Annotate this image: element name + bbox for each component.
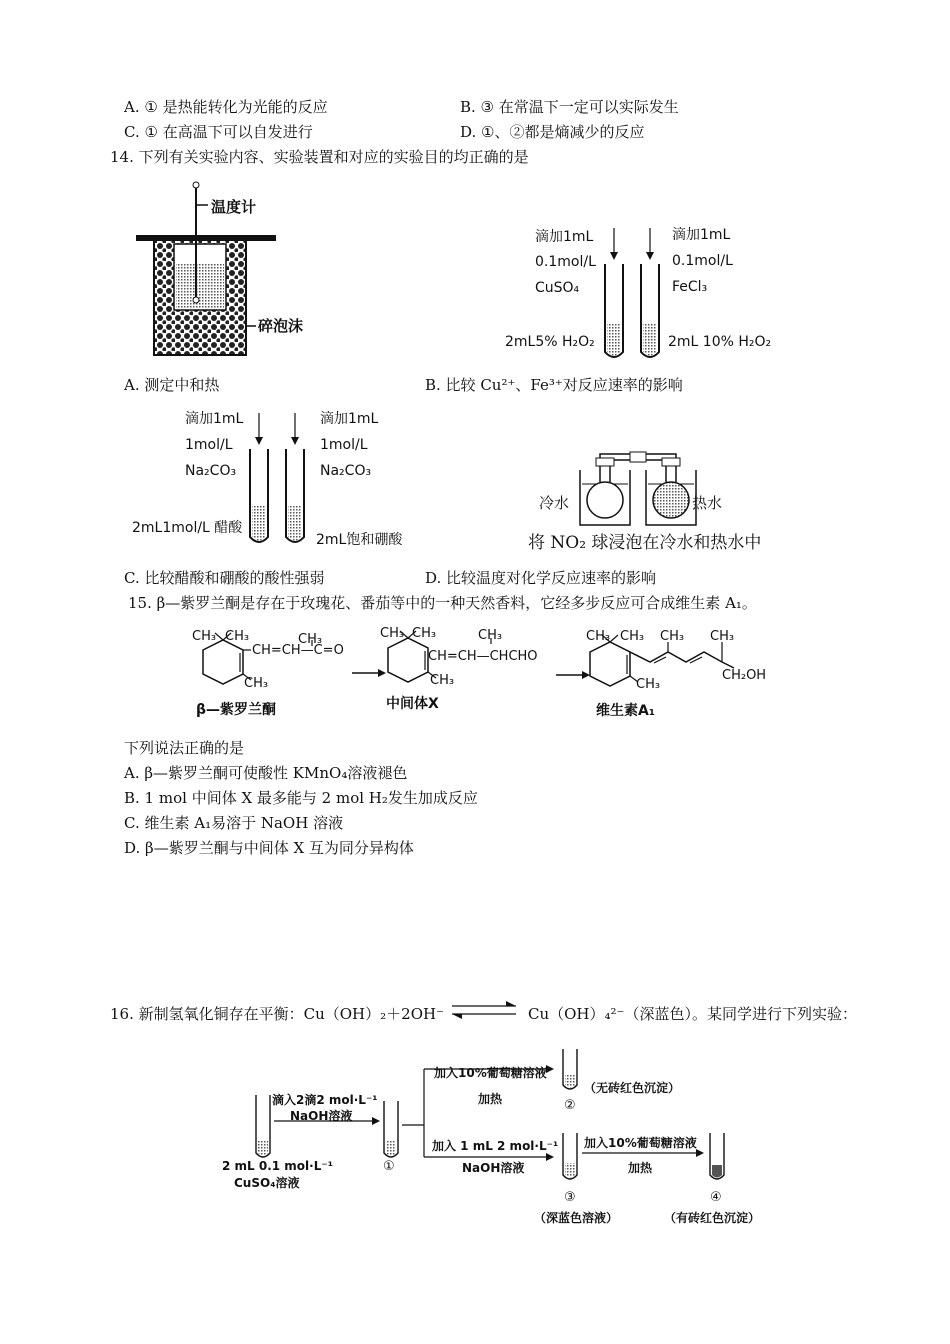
q13-option-b: B. ③ 在常温下一定可以实际发生 bbox=[460, 98, 679, 116]
step4-label-bottom: 加热 bbox=[628, 1161, 653, 1175]
struct2-chain: CH=CH—CHCHO bbox=[428, 649, 538, 664]
q14-option-a: A. 测定中和热 bbox=[124, 376, 220, 394]
step1-label-bottom: NaOH溶液 bbox=[290, 1109, 353, 1123]
q15-option-b: B. 1 mol 中间体 X 最多能与 2 mol H₂发生加成反应 bbox=[124, 789, 478, 807]
q13-option-c: C. ① 在高温下可以自发进行 bbox=[124, 123, 313, 141]
branch2-label-bottom: NaOH溶液 bbox=[462, 1161, 525, 1175]
figC-right-reagent-3: Na₂CO₃ bbox=[320, 463, 372, 479]
figC-right-reagent-1: 滴加1mL bbox=[320, 411, 379, 427]
figC-left-reagent-1: 滴加1mL bbox=[185, 411, 244, 427]
q14-option-c: C. 比较醋酸和硼酸的酸性强弱 bbox=[124, 569, 325, 587]
tube-3-label: ③ bbox=[564, 1190, 576, 1205]
struct3-ch3-e: CH₃ bbox=[636, 677, 661, 692]
figB-left-reagent-1: 滴加1mL bbox=[535, 229, 594, 245]
struct1-chain: CH=CH—C=O bbox=[252, 643, 344, 658]
struct2-ch3-b: CH₃ bbox=[412, 626, 437, 641]
struct1-ch3-c: CH₃ bbox=[298, 632, 323, 647]
branch1-label-top: 加入10%葡萄糖溶液 bbox=[434, 1066, 547, 1080]
struct3-label: 维生素A₁ bbox=[596, 703, 655, 719]
q16-stem-part-2: Cu（OH）₄²⁻（深蓝色）。某同学进行下列实验： bbox=[528, 1005, 857, 1023]
q15-stem: 15. β—紫罗兰酮是存在于玫瑰花、番茄等中的一种天然香料，它经多步反应可合成维生素 A₁。 bbox=[128, 594, 757, 612]
figB-left-reagent-3: CuSO₄ bbox=[535, 280, 580, 296]
tube-2-label: ② bbox=[564, 1098, 576, 1113]
tube-2-note: （无砖红色沉淀） bbox=[584, 1081, 681, 1095]
figB-right-reagent-1: 滴加1mL bbox=[672, 227, 731, 243]
struct3-ch3-b: CH₃ bbox=[620, 629, 645, 644]
struct2-ch3-d: CH₃ bbox=[430, 673, 455, 688]
q15-prompt: 下列说法正确的是 bbox=[124, 739, 245, 757]
q15-option-a: A. β—紫罗兰酮可使酸性 KMnO₄溶液褪色 bbox=[124, 764, 408, 782]
branch1-label-bottom: 加热 bbox=[478, 1092, 503, 1106]
tube-3-note: （深蓝色溶液） bbox=[534, 1211, 619, 1225]
figB-left-solution: 2mL5% H₂O₂ bbox=[505, 334, 595, 350]
start-tube-label-1: 2 mL 0.1 mol·L⁻¹ bbox=[222, 1159, 333, 1173]
figD-caption: 将 NO₂ 球浸泡在冷水和热水中 bbox=[528, 533, 762, 553]
figB-left-reagent-2: 0.1mol/L bbox=[535, 254, 596, 270]
branch2-label-top: 加入 1 mL 2 mol·L⁻¹ bbox=[432, 1139, 559, 1153]
q13-option-a: A. ① 是热能转化为光能的反应 bbox=[124, 98, 328, 116]
q13-option-d: D. ①、②都是熵减少的反应 bbox=[460, 123, 645, 141]
step4-label-top: 加入10%葡萄糖溶液 bbox=[584, 1136, 697, 1150]
figC-left-solution: 2mL1mol/L 醋酸 bbox=[132, 520, 243, 536]
q15-option-c: C. 维生素 A₁易溶于 NaOH 溶液 bbox=[124, 814, 344, 832]
figC-left-reagent-2: 1mol/L bbox=[185, 437, 233, 453]
struct1-ch3-d: CH₃ bbox=[244, 676, 269, 691]
q14-stem: 14. 下列有关实验内容、实验装置和对应的实验目的均正确的是 bbox=[110, 148, 529, 166]
figC-left-reagent-3: Na₂CO₃ bbox=[185, 463, 237, 479]
struct1-label: β—紫罗兰酮 bbox=[196, 702, 277, 718]
figure-test-tubes-b bbox=[600, 228, 670, 368]
foam-label: 碎泡沫 bbox=[258, 317, 304, 335]
cold-water-label: 冷水 bbox=[539, 494, 570, 512]
struct2-ch3-c: CH₃ bbox=[478, 628, 503, 643]
hot-water-label: 热水 bbox=[692, 494, 723, 512]
figB-right-reagent-3: FeCl₃ bbox=[672, 279, 708, 295]
figB-right-reagent-2: 0.1mol/L bbox=[672, 253, 733, 269]
figC-right-solution: 2mL饱和硼酸 bbox=[316, 532, 403, 548]
struct1-ch3-a: CH₃ bbox=[192, 629, 217, 644]
struct2-ch3-a: CH₃ bbox=[380, 626, 405, 641]
tube-1-label: ① bbox=[383, 1159, 395, 1174]
tube-4-label: ④ bbox=[710, 1190, 722, 1205]
struct3-ch3-d: CH₃ bbox=[710, 629, 735, 644]
q14-option-d: D. 比较温度对化学反应速率的影响 bbox=[425, 569, 657, 587]
thermometer-label: 温度计 bbox=[211, 198, 257, 216]
struct2-label: 中间体X bbox=[386, 696, 439, 712]
struct3-ch2oh: CH₂OH bbox=[722, 668, 767, 683]
struct3-ch3-a: CH₃ bbox=[586, 629, 611, 644]
struct1-ch3-b: CH₃ bbox=[225, 629, 250, 644]
figC-right-reagent-2: 1mol/L bbox=[320, 437, 368, 453]
start-tube-label-2: CuSO₄溶液 bbox=[234, 1176, 300, 1190]
figB-right-solution: 2mL 10% H₂O₂ bbox=[668, 334, 772, 350]
tube-4-note: （有砖红色沉淀） bbox=[664, 1211, 761, 1225]
figure-test-tubes-c bbox=[245, 413, 315, 553]
step1-label-top: 滴入2滴2 mol·L⁻¹ bbox=[272, 1093, 378, 1107]
q15-option-d: D. β—紫罗兰酮与中间体 X 互为同分异构体 bbox=[124, 839, 414, 857]
q14-option-b: B. 比较 Cu²⁺、Fe³⁺对反应速率的影响 bbox=[425, 376, 683, 394]
q16-stem-part-1: 16. 新制氢氧化铜存在平衡：Cu（OH）₂＋2OH⁻ bbox=[110, 1005, 444, 1023]
struct3-ch3-c: CH₃ bbox=[660, 629, 685, 644]
equilibrium-arrows-icon bbox=[448, 1000, 520, 1020]
figure-no2-bulbs bbox=[570, 440, 710, 530]
